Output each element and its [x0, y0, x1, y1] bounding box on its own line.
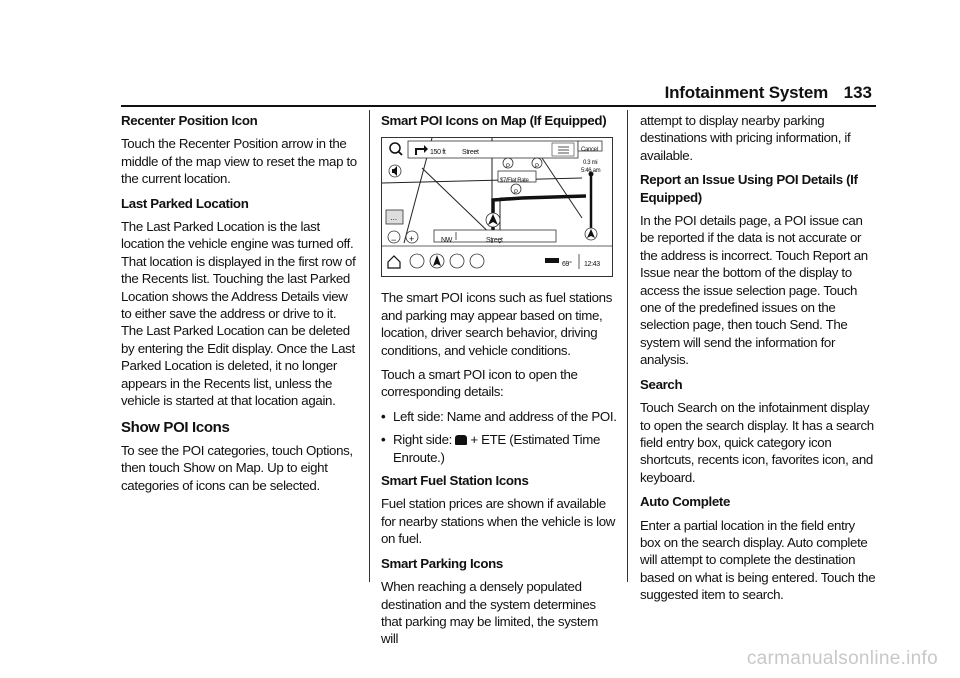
current-street: Street: [486, 237, 503, 245]
heading-label: NW: [441, 237, 452, 245]
watermark: carmanualsonline.info: [746, 648, 938, 669]
section-title: Infotainment System: [664, 83, 828, 102]
parking-rate-label[interactable]: $7/Flat Rate: [500, 178, 529, 185]
show-poi-heading: Show POI Icons: [121, 418, 230, 436]
more-options-button[interactable]: ···: [390, 215, 397, 225]
column-divider-1: [369, 110, 370, 582]
parking-body: When reaching a densely populated destination and the system determines that parking may be limited, the system will: [381, 579, 598, 647]
show-poi-body: To see the POI categories, touch Options, then touch Show on Map. Up to eight categories of icons can be selected.: [121, 442, 353, 493]
smart-poi-touch: Touch a smart POI icon to open the corresponding details:: [381, 367, 578, 400]
bullet-suffix: + ETE (Estimated Time Enroute.): [393, 432, 601, 465]
fuel-heading: Smart Fuel Station Icons: [381, 473, 529, 489]
column-3: [640, 112, 876, 611]
bullet-icon: •: [381, 408, 386, 424]
trip-time: 5:46 am: [581, 168, 601, 175]
auto-complete-body: Enter a partial location in the field entry box on the search display. Auto complete will attempt to complete the destination based on what is being entered. Touch the suggested item to search.: [640, 517, 876, 603]
poi-parking-icon[interactable]: P: [506, 164, 510, 171]
last-parked-body: The Last Parked Location is the last location the vehicle engine was turned off. That location is displayed in the first row of the Recents list. Touching the last Parked Location shows the Address Details view to either save the address or drive to it. The Last Parked Location can be deleted by entering the Edit display. Once the Last Parked Location is deleted, it no longer appears in the Recents list, unless the vehicle is started at that location again.: [121, 219, 356, 409]
recenter-heading: Recenter Position Icon: [121, 113, 258, 128]
column-1: [121, 112, 357, 501]
recenter-body: Touch the Recenter Position arrow in the middle of the map view to reset the map to the current location.: [121, 136, 357, 187]
map-drawing: [382, 138, 612, 276]
report-body: In the POI details page, a POI issue can be reported if the data is not accurate or the address is incorrect. Touch Report an Issue near the bottom of the display to access the issue selection page. Touch one of the predefined issues on the selection page, then touch Send. The system will send the information for analysis.: [640, 213, 868, 368]
bullet-icon: •: [381, 432, 386, 448]
turn-distance: 150 ft: [430, 149, 446, 157]
page-number: 133: [843, 83, 872, 102]
smart-poi-intro: The smart POI icons such as fuel stations and parking may appear based on time, location, driver search behavior, driving conditions, and vehicle conditions.: [381, 290, 613, 358]
column-2: [381, 112, 617, 655]
poi-parking-icon[interactable]: P: [514, 190, 518, 197]
trip-distance: 0.3 mi: [583, 160, 598, 167]
search-body: Touch Search on the infotainment display to open the search display. It has a search field entry box, quick category icon shortcuts, recents icon, favorites icon, and keyboard.: [640, 400, 874, 485]
zoom-out-button[interactable]: −: [391, 235, 396, 246]
poi-parking-icon[interactable]: P: [535, 164, 539, 171]
parking-heading: Smart Parking Icons: [381, 555, 503, 571]
bullet-text: Left side: Name and address of the POI.: [393, 408, 617, 424]
clock: 12:43: [584, 261, 600, 269]
search-heading: Search: [640, 376, 683, 392]
car-icon: [455, 435, 467, 445]
last-parked-heading: Last Parked Location: [121, 195, 249, 211]
nav-map-figure: [381, 137, 613, 277]
turn-street: Street: [462, 149, 479, 157]
parking-continued: attempt to display nearby parking destinations with pricing information, if available.: [640, 113, 851, 163]
fuel-body: Fuel station prices are shown if available for nearby stations when the vehicle is low on fuel.: [381, 496, 616, 547]
temperature: 69°: [562, 261, 572, 269]
zoom-in-button[interactable]: +: [409, 234, 414, 245]
header-rule: [121, 105, 876, 107]
report-heading: Report an Issue Using POI Details (If Equipped): [640, 172, 858, 205]
bullet-text: [393, 431, 617, 466]
auto-complete-heading: Auto Complete: [640, 494, 731, 510]
smart-poi-heading: Smart POI Icons on Map (If Equipped): [381, 113, 607, 128]
bullet-prefix: Right side:: [393, 432, 456, 448]
cancel-button[interactable]: Cancel: [581, 147, 598, 154]
bullet-left-side: [381, 408, 617, 425]
column-divider-2: [627, 110, 628, 582]
bullet-right-side: [381, 431, 617, 466]
